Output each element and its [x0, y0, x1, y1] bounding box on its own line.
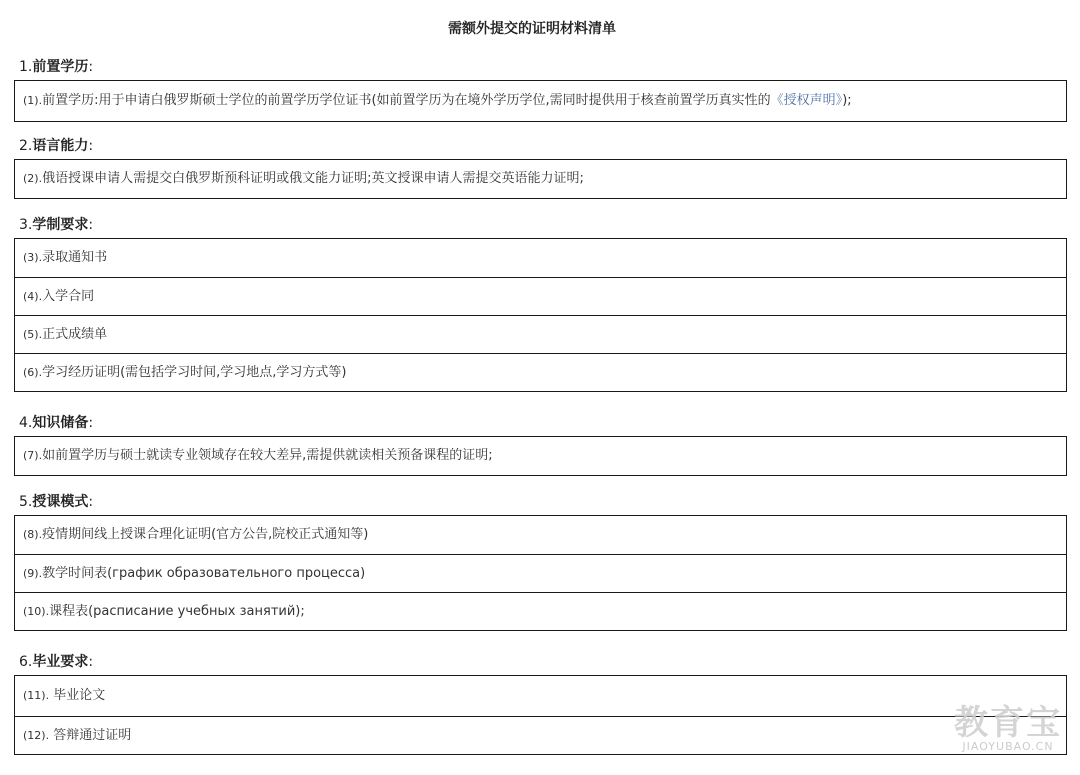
- section-colon: :: [88, 59, 94, 75]
- item-marker: (2).: [23, 172, 43, 185]
- section-colon: :: [88, 138, 94, 154]
- section-box: [14, 238, 1067, 392]
- list-item: [15, 437, 1066, 475]
- section-label: 毕业要求: [32, 654, 89, 670]
- item-text-tail: );: [842, 93, 852, 108]
- section-label: 前置学历: [32, 59, 89, 75]
- section-heading: [14, 214, 1067, 236]
- section-colon: :: [88, 217, 94, 233]
- list-item: [15, 81, 1066, 121]
- item-marker: (9).: [23, 567, 43, 580]
- section-colon: :: [88, 654, 94, 670]
- section-graduation-requirements: [14, 651, 1067, 755]
- section-knowledge-background: [14, 412, 1067, 476]
- section-teaching-mode: [14, 491, 1067, 631]
- section-number: 4.: [19, 415, 33, 431]
- section-number: 2.: [19, 138, 33, 154]
- watermark-logo: [954, 705, 1062, 753]
- list-item: [15, 676, 1066, 716]
- section-box: [14, 675, 1067, 755]
- section-number: 1.: [19, 59, 33, 75]
- section-box: [14, 80, 1067, 122]
- section-number: 5.: [19, 494, 33, 510]
- watermark-text: 教育宝: [954, 703, 1062, 743]
- section-label: 语言能力: [32, 138, 89, 154]
- list-item: [15, 516, 1066, 554]
- item-text: 疫情期间线上授课合理化证明(官方公告,院校正式通知等): [42, 527, 369, 542]
- section-label: 学制要求: [32, 217, 89, 233]
- list-item: [15, 160, 1066, 198]
- section-heading: [14, 491, 1067, 513]
- item-text: 如前置学历与硕士就读专业领域存在较大差异,需提供就读相关预备课程的证明;: [42, 448, 493, 463]
- section-heading: [14, 135, 1067, 157]
- item-marker: (5).: [23, 328, 43, 341]
- item-marker: (4).: [23, 290, 43, 303]
- list-item: [15, 592, 1066, 630]
- item-marker: (11).: [23, 689, 50, 702]
- item-text: 学习经历证明(需包括学习时间,学习地点,学习方式等): [42, 365, 347, 380]
- item-text: 俄语授课申请人需提交白俄罗斯预科证明或俄文能力证明;英文授课申请人需提交英语能力证明;: [42, 171, 584, 186]
- item-marker: (1).: [23, 94, 43, 107]
- page-title: 需额外提交的证明材料清单: [448, 21, 616, 37]
- list-item: [15, 239, 1066, 277]
- watermark-subtext: JIAOYUBAO.CN: [962, 740, 1054, 753]
- item-marker: (8).: [23, 528, 43, 541]
- section-colon: :: [88, 415, 94, 431]
- item-text: 录取通知书: [42, 250, 108, 265]
- item-marker: (12).: [23, 729, 50, 742]
- section-language-ability: [14, 135, 1067, 199]
- section-heading: [14, 651, 1067, 673]
- item-marker: (7).: [23, 449, 43, 462]
- item-text: 前置学历:用于申请白俄罗斯硕士学位的前置学历学位证书(如前置学历为在境外学历学位,需同时提供用于核查前置学历真实性的: [42, 93, 771, 108]
- item-marker: (3).: [23, 251, 43, 264]
- section-label: 知识储备: [32, 415, 89, 431]
- list-item: [15, 277, 1066, 315]
- section-number: 6.: [19, 654, 33, 670]
- item-text: 教学时间表(график образовательного процесса): [42, 566, 366, 581]
- item-text: 入学合同: [42, 289, 95, 304]
- authorization-statement-link[interactable]: 《授权声明》: [770, 93, 843, 108]
- list-item: [15, 353, 1066, 391]
- item-text: 毕业论文: [49, 688, 106, 703]
- section-heading: [14, 412, 1067, 434]
- section-prior-education: [14, 56, 1067, 122]
- section-box: [14, 515, 1067, 631]
- item-marker: (6).: [23, 366, 43, 379]
- list-item: [15, 554, 1066, 592]
- section-label: 授课模式: [32, 494, 89, 510]
- item-marker: (10).: [23, 605, 50, 618]
- section-heading: [14, 56, 1067, 78]
- section-colon: :: [88, 494, 94, 510]
- section-program-requirements: [14, 214, 1067, 392]
- section-box: [14, 436, 1067, 476]
- item-text: 答辩通过证明: [49, 728, 132, 743]
- list-item: [15, 716, 1066, 754]
- section-number: 3.: [19, 217, 33, 233]
- section-box: [14, 159, 1067, 199]
- item-text: 课程表(расписание учебных занятий);: [49, 604, 305, 619]
- list-item: [15, 315, 1066, 353]
- item-text: 正式成绩单: [42, 327, 108, 342]
